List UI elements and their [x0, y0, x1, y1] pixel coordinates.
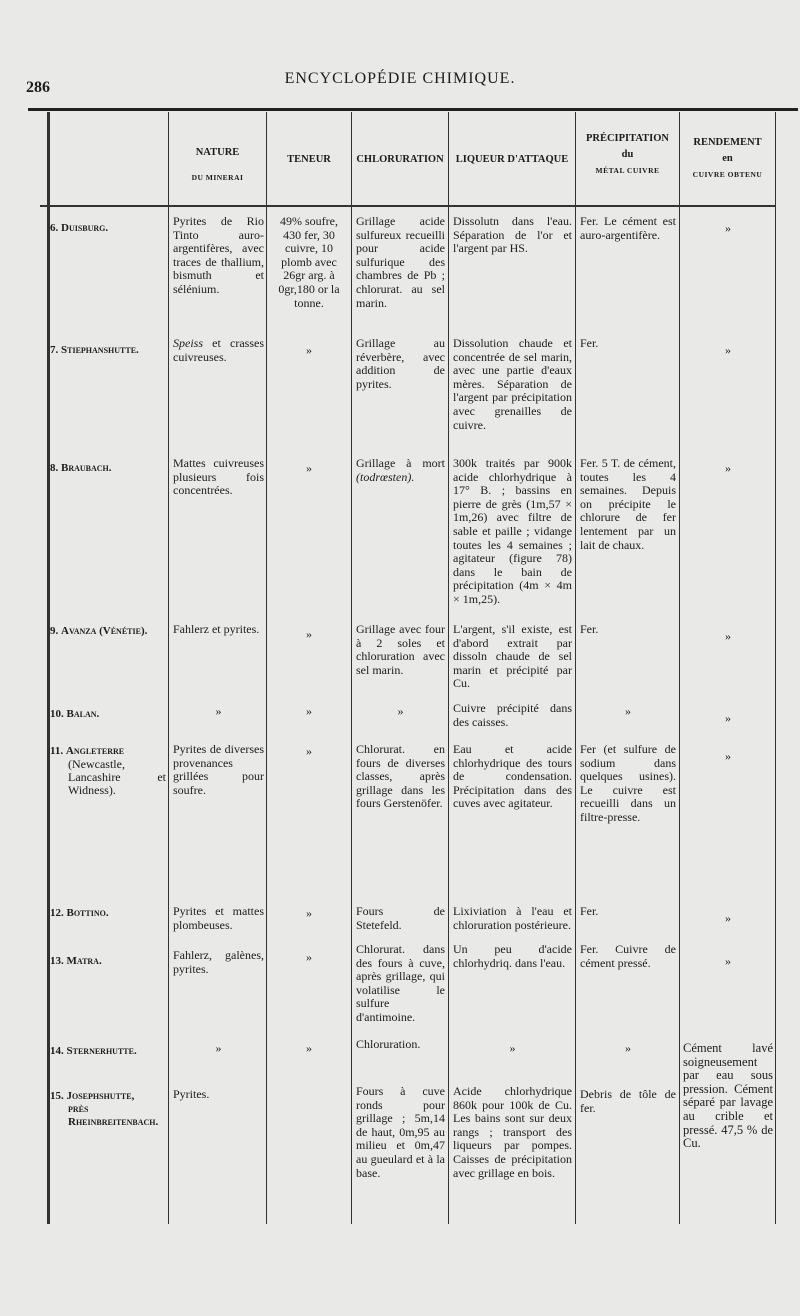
header-rendement-en: en — [722, 153, 733, 164]
row-15-precipitation: Debris de tôle de fer. — [580, 1087, 676, 1115]
row-10-rendement: » — [725, 711, 731, 725]
row-8-chloruration: Grillage à mort (todrœsten). — [356, 456, 445, 484]
row-10-precipitation: » — [625, 704, 631, 718]
row-12-nature: Pyrites et mattes plombeuses. — [173, 904, 264, 932]
row-13-rendement: » — [725, 954, 731, 968]
row-14-precipitation: » — [625, 1041, 631, 1055]
column-divider — [168, 112, 169, 1224]
row-14-teneur: » — [306, 1041, 312, 1055]
row-11-location: 11. Angleterre (Newcastle, Lancashire et Widness). — [50, 745, 166, 797]
row-7-precipitation: Fer. — [580, 336, 599, 350]
row-12-teneur: » — [306, 906, 312, 920]
row-9-nature: Fahlerz et pyrites. — [173, 622, 260, 636]
row-7-teneur: » — [306, 343, 312, 357]
row-8-nature: Mattes cuivreuses plusieurs fois concentrées. — [173, 456, 264, 498]
row-6-precipitation: Fer. Le cément est auro-argentifère. — [580, 214, 676, 242]
row-7-liqueur: Dissolution chaude et concentrée de sel marin, avec une partie d'eaux mères. Séparation de l'argent par précipitation avec grenailles de cuivre. — [453, 336, 572, 432]
column-divider — [448, 112, 449, 1224]
row-8-teneur: » — [306, 461, 312, 475]
row-6-chloruration: Grillage acide sulfureux recueilli pour acide sulfurique des chambres de Pb ; chlorurat. au sel marin. — [356, 214, 445, 310]
row-15-chloruration: Fours à cuve ronds pour grillage ; 5m,14 de haut, 0m,95 au milieu et 0m,47 au gueulard et à la base. — [356, 1084, 445, 1180]
row-6-rendement: » — [725, 221, 731, 235]
row-8-liqueur: 300k traités par 900k acide chlorhydrique à 17° B. ; bassins en pierre de grès (1m,57 × 1m,26) avec filtre de sable et paille ; vidange toutes les 4 semaines ; agitateur (figure 78) dans le bain de précipitation (4m × 4m × 1m,25). — [453, 456, 572, 606]
header-teneur-label: TENEUR — [287, 154, 331, 165]
row-7-location: 7. Stiephanshutte. — [50, 344, 139, 356]
row-11-nature: Pyrites de diverses provenances grillées pour soufre. — [173, 742, 264, 797]
header-liqueur — [450, 153, 574, 166]
row-12-chloruration: Fours de Stetefeld. — [356, 904, 445, 932]
row-9-rendement: » — [725, 629, 731, 643]
row-9-precipitation: Fer. — [580, 622, 599, 636]
row-14-liqueur: » — [509, 1041, 516, 1055]
column-divider — [266, 112, 267, 1224]
row-10-liqueur: Cuivre précipité dans des caisses. — [453, 701, 572, 729]
row-7-nature: Speiss et crasses cuivreuses. — [173, 336, 264, 364]
row-6-location: 6. Duisburg. — [50, 222, 109, 234]
row-11-chloruration: Chlorurat. en fours de diverses classes, après grillage dans les fours Gerstenöfer. — [356, 742, 445, 811]
header-rendement-sub: CUIVRE OBTENU — [692, 170, 763, 179]
header-nature-label: NATURE — [195, 147, 240, 158]
row-9-location: 9. Avanza (Vénétie). — [50, 625, 148, 637]
row-9-liqueur: L'argent, s'il existe, est d'abord extrait par dissoln chaude de sel marin et précipité par Cu. — [453, 622, 572, 691]
header-liqueur-label: LIQUEUR D'ATTAQUE — [455, 154, 569, 165]
header-chloruration-label: CHLORURATION — [356, 154, 444, 165]
row-10-location: 10. Balan. — [50, 708, 100, 720]
row-13-chloruration: Chlorurat. dans des fours à cuve, après grillage, qui volatilise le sulfure d'antimoine. — [356, 942, 445, 1024]
row-12-liqueur: Lixiviation à l'eau et chloruration postérieure. — [453, 904, 572, 932]
row-13-precipitation: Fer. Cuivre de cément pressé. — [580, 942, 676, 970]
row-9-chloruration: Grillage avec four à 2 soles et chloruration avec sel marin. — [356, 622, 445, 677]
row-15-nature: Pyrites. — [173, 1087, 210, 1101]
row-7-chloruration: Grillage au réverbère, avec addition de pyrites. — [356, 336, 445, 391]
header-nature-sub: DU MINERAI — [191, 173, 244, 182]
row-14-nature: » — [215, 1041, 222, 1055]
row-12-precipitation: Fer. — [580, 904, 599, 918]
row-7-rendement: » — [725, 343, 731, 357]
header-precipitation-label: PRÉCIPITATION — [585, 133, 670, 144]
header-teneur — [268, 153, 350, 166]
row-11-rendement: » — [725, 749, 731, 763]
running-head: ENCYCLOPÉDIE CHIMIQUE. — [284, 70, 516, 87]
header-rendement-label: RENDEMENT — [693, 137, 762, 148]
row-10-chloruration: » — [397, 704, 404, 718]
row-13-liqueur: Un peu d'acide chlorhydriq. dans l'eau. — [453, 942, 572, 970]
header-precipitation-du: du — [621, 149, 634, 160]
column-divider — [679, 112, 680, 1224]
header-rule — [40, 205, 775, 207]
row-15-location: 15. Josephshutte, près Rheinbreitenbach. — [50, 1090, 159, 1128]
row-14-location: 14. Sternerhutte. — [50, 1045, 137, 1057]
row-10-nature: » — [215, 704, 222, 718]
row-11-liqueur: Eau et acide chlorhydrique des tours de condensation. Précipitation dans des cuves avec agitateur. — [453, 742, 572, 811]
table-right-border — [775, 112, 776, 1224]
header-precipitation — [577, 132, 678, 177]
row-13-location: 13. Matra. — [50, 955, 102, 967]
row-6-liqueur: Dissolutn dans l'eau. Séparation de l'or et l'argent par HS. — [453, 214, 572, 256]
row-8-location: 8. Braubach. — [50, 462, 112, 474]
row-11-precipitation: Fer (et sulfure de sodium dans quelques usines). Le cuivre est recueilli dans un filtre-presse. — [580, 742, 676, 824]
row-11-teneur: » — [306, 744, 312, 758]
row-9-teneur: » — [306, 627, 312, 641]
row-14-chloruration: Chloruration. — [356, 1037, 421, 1051]
row-12-location: 12. Bottino. — [50, 907, 109, 919]
row-13-nature: Fahlerz, galènes, pyrites. — [173, 948, 264, 976]
top-rule — [28, 108, 798, 111]
header-chloruration — [353, 153, 447, 166]
row-14-rendement: Cément lavé soigneusement par eau sous pression. Cément séparé par lavage au crible et pressé. 47,5 % de Cu. — [683, 1041, 773, 1151]
row-8-rendement: » — [725, 461, 731, 475]
column-divider — [575, 112, 576, 1224]
column-divider — [351, 112, 352, 1224]
header-nature — [170, 146, 265, 184]
page-number: 286 — [26, 79, 50, 96]
row-6-nature: Pyrites de Rio Tinto auro-argentifères, avec traces de thallium, bismuth et sélénium. — [173, 214, 264, 296]
row-10-teneur: » — [306, 704, 312, 718]
header-rendement — [681, 136, 774, 181]
row-15-liqueur: Acide chlorhydrique 860k pour 100k de Cu. Les bains sont sur deux rangs ; transport des liqueurs par pompes. Caisses de précipitation avec grillage en bois. — [453, 1084, 572, 1180]
row-8-precipitation: Fer. 5 T. de cément, toutes les 4 semaines. Depuis on précipite le chlorure de fer lentement par un lait de chaux. — [580, 456, 676, 552]
header-precipitation-sub: MÉTAL CUIVRE — [595, 166, 660, 175]
row-6-teneur: 49% soufre, 430 fer, 30 cuivre, 10 plomb avec 26gr arg. à 0gr,180 or la tonne. — [278, 214, 340, 310]
row-13-teneur: » — [306, 950, 312, 964]
row-12-rendement: » — [725, 911, 731, 925]
